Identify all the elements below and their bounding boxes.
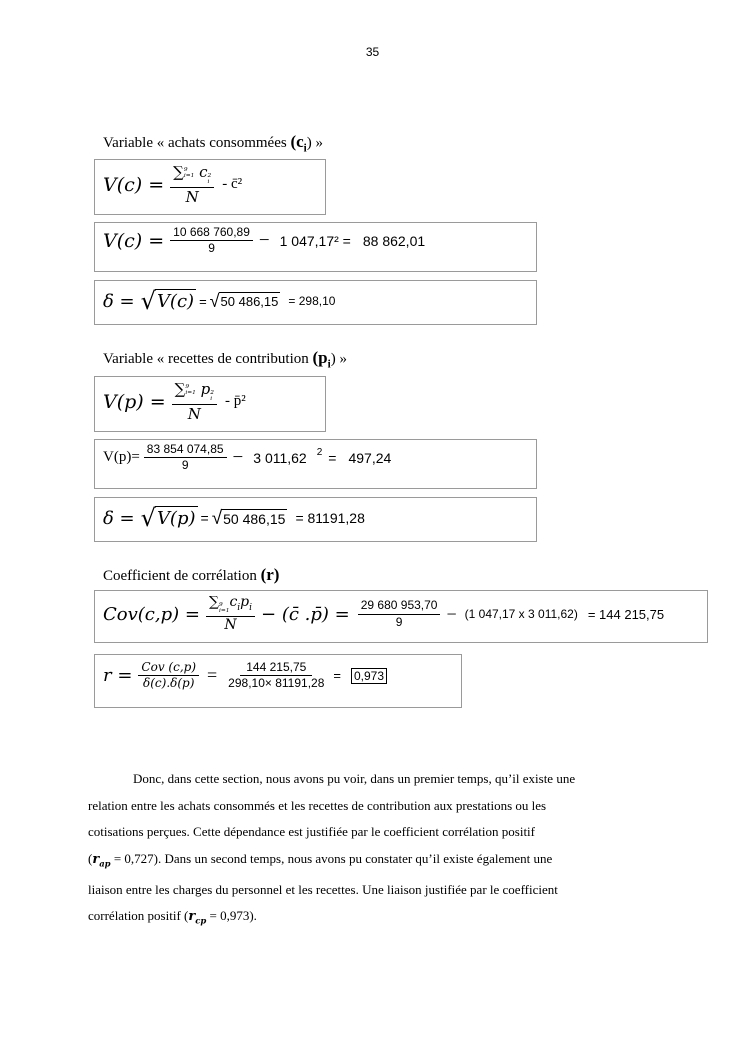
cov-lhs: Cov(c,p) =	[103, 603, 200, 625]
calc-lhs: V(p)=	[103, 449, 140, 466]
sd-box-p	[94, 497, 537, 542]
calc-minus: −	[232, 446, 244, 468]
r-ap-symbol: r	[92, 851, 100, 867]
sd-sqrt-value-content: 50 486,15	[220, 294, 279, 309]
sd-eq: =	[200, 510, 209, 526]
term-sub: i	[207, 179, 210, 186]
section-heading-achats	[103, 132, 323, 154]
r-result: 0,973	[351, 668, 387, 684]
calc-eq: =	[328, 449, 337, 466]
sd-sqrt-value: √ 50 486,15	[211, 507, 286, 529]
r-eq2: =	[333, 668, 341, 684]
sd-sqrt-value-content: 50 486,15	[223, 510, 286, 527]
r-eq: =	[207, 665, 218, 686]
formula-lhs: V(c) =	[103, 173, 165, 196]
cov-calc-denominator: 9	[395, 614, 403, 629]
cov-mid: − (c̄ .p̄) =	[261, 603, 350, 625]
heading-text: Variable « recettes de contribution	[103, 351, 313, 367]
paragraph-line-4-rest: = 0,727). Dans un second temps, nous avons pu constater qu’il existe également une	[110, 850, 553, 866]
r-cp-symbol: r	[188, 909, 196, 925]
cov-calc-numerator: 29 680 953,70	[358, 599, 441, 614]
r-calc-denominator: 298,10× 81191,28	[228, 676, 325, 691]
cov-calc-fraction	[358, 599, 441, 628]
heading-sub: i	[303, 142, 307, 155]
paragraph-line-4-open: (	[88, 850, 93, 866]
covariance-box	[94, 590, 708, 643]
sd-sqrt-content: V(p)	[156, 508, 196, 529]
sum-term: p	[195, 380, 211, 398]
term-sup: 2	[210, 390, 214, 396]
sum-lower: i=1	[218, 608, 230, 615]
term-sub: i	[210, 396, 213, 403]
formula-tail: - c̄²	[222, 176, 243, 193]
sum-lower: i=1	[183, 173, 195, 179]
term-p-sub: i	[249, 602, 253, 613]
paragraph-line-6-rest: = 0,973).	[206, 908, 257, 924]
r-calc-fraction	[225, 661, 327, 690]
paragraph-line-6-open: corrélation positif (	[88, 908, 189, 924]
sum-upper: 9	[218, 602, 223, 608]
heading-text: Variable « achats consommées	[103, 135, 291, 151]
sum-term-c: c	[229, 594, 238, 610]
cov-minus: −	[446, 603, 457, 624]
heading-suffix: ) »	[330, 351, 347, 367]
sum-sign: ∑	[174, 380, 186, 398]
formula-fraction	[170, 164, 214, 205]
page-number: 35	[365, 45, 380, 59]
variance-calc-box-p	[94, 439, 537, 489]
sd-lhs: δ =	[103, 507, 135, 529]
variance-calc-box-c	[94, 222, 537, 272]
r-calc-numerator: 144 215,75	[240, 661, 312, 676]
sum-upper: 9	[185, 383, 190, 390]
calc-mean: 1 047,17² =	[279, 232, 351, 249]
heading-suffix: ) »	[306, 135, 323, 151]
heading-sub: i	[327, 358, 331, 371]
cov-result: = 144 215,75	[587, 606, 665, 622]
calc-denominator: 9	[208, 241, 215, 256]
paragraph-line-2: relation entre les achats consommés et les recettes de contribution aux prestations ou les	[88, 797, 547, 813]
formula-lhs: V(p) =	[103, 390, 166, 413]
r-fraction	[138, 661, 199, 690]
sd-sqrt: √ V(c)	[140, 287, 195, 315]
calc-result: 497,24	[348, 449, 392, 466]
sd-eq: =	[199, 293, 207, 309]
calc-fraction	[144, 443, 227, 472]
r-cp-subscript: cp	[195, 915, 207, 926]
formula-denominator: N	[187, 404, 201, 423]
sd-sqrt: √ V(p)	[140, 504, 196, 532]
calc-numerator: 10 668 760,89	[170, 226, 253, 241]
section-heading-recettes	[103, 348, 347, 370]
sd-result: = 81191,28	[295, 510, 365, 526]
calc-denominator: 9	[181, 458, 189, 473]
paragraph-line-1: Donc, dans cette section, nous avons pu voir, dans un premier temps, qu’il existe une	[133, 771, 576, 786]
heading-var: (c	[290, 132, 304, 151]
conclusion-paragraph	[88, 766, 668, 934]
sum-upper: 9	[183, 166, 188, 173]
variance-formula-box-p	[94, 376, 326, 432]
calc-result: 88 862,01	[362, 232, 426, 249]
paragraph-line-3: cotisations perçues. Cette dépendance est justifiée par le coefficient corrélation positif	[88, 824, 536, 839]
formula-denominator: N	[185, 187, 199, 206]
formula-tail: - p̄²	[224, 393, 246, 410]
r-lhs: r =	[103, 665, 133, 687]
term-c-sub: i	[237, 602, 241, 613]
cov-denominator: N	[224, 616, 237, 633]
calc-minus: −	[258, 229, 270, 251]
sd-sqrt-content: V(c)	[156, 291, 195, 312]
paragraph-line-5: liaison entre les charges du personnel et les recettes. Une liaison justifiée par le coefficient	[88, 881, 558, 897]
sum-term-p: p	[240, 594, 250, 610]
r-numerator: Cov (c,p)	[138, 661, 199, 676]
calc-mean: 3 011,62	[253, 449, 307, 466]
variance-formula-box-c	[94, 159, 326, 215]
sum-lower: i=1	[185, 390, 196, 396]
calc-numerator: 83 854 074,85	[144, 443, 227, 458]
sd-result: = 298,10	[288, 294, 336, 308]
section-heading-correlation	[103, 565, 279, 585]
calc-fraction	[170, 226, 253, 255]
calc-pow: 2	[316, 447, 323, 458]
heading-var: (r)	[260, 565, 280, 584]
formula-fraction	[172, 381, 217, 422]
cov-fraction	[206, 595, 255, 633]
term-sup: 2	[207, 173, 212, 179]
heading-text: Coefficient de corrélation	[103, 568, 261, 584]
heading-var: (p	[312, 348, 328, 367]
correlation-box	[94, 654, 462, 708]
r-denominator: δ(c).δ(p)	[143, 676, 195, 691]
calc-lhs: V(c) =	[103, 229, 165, 252]
sum-term: c	[194, 163, 208, 181]
sd-sqrt-value: √ 50 486,15	[209, 291, 279, 311]
cov-paren: (1 047,17 x 3 011,62)	[464, 607, 578, 622]
r-ap-subscript: ap	[99, 858, 111, 869]
sd-lhs: δ =	[103, 290, 135, 312]
sum-sign: ∑	[208, 594, 219, 610]
sd-box-c	[94, 280, 537, 325]
sum-sign: ∑	[173, 163, 184, 181]
